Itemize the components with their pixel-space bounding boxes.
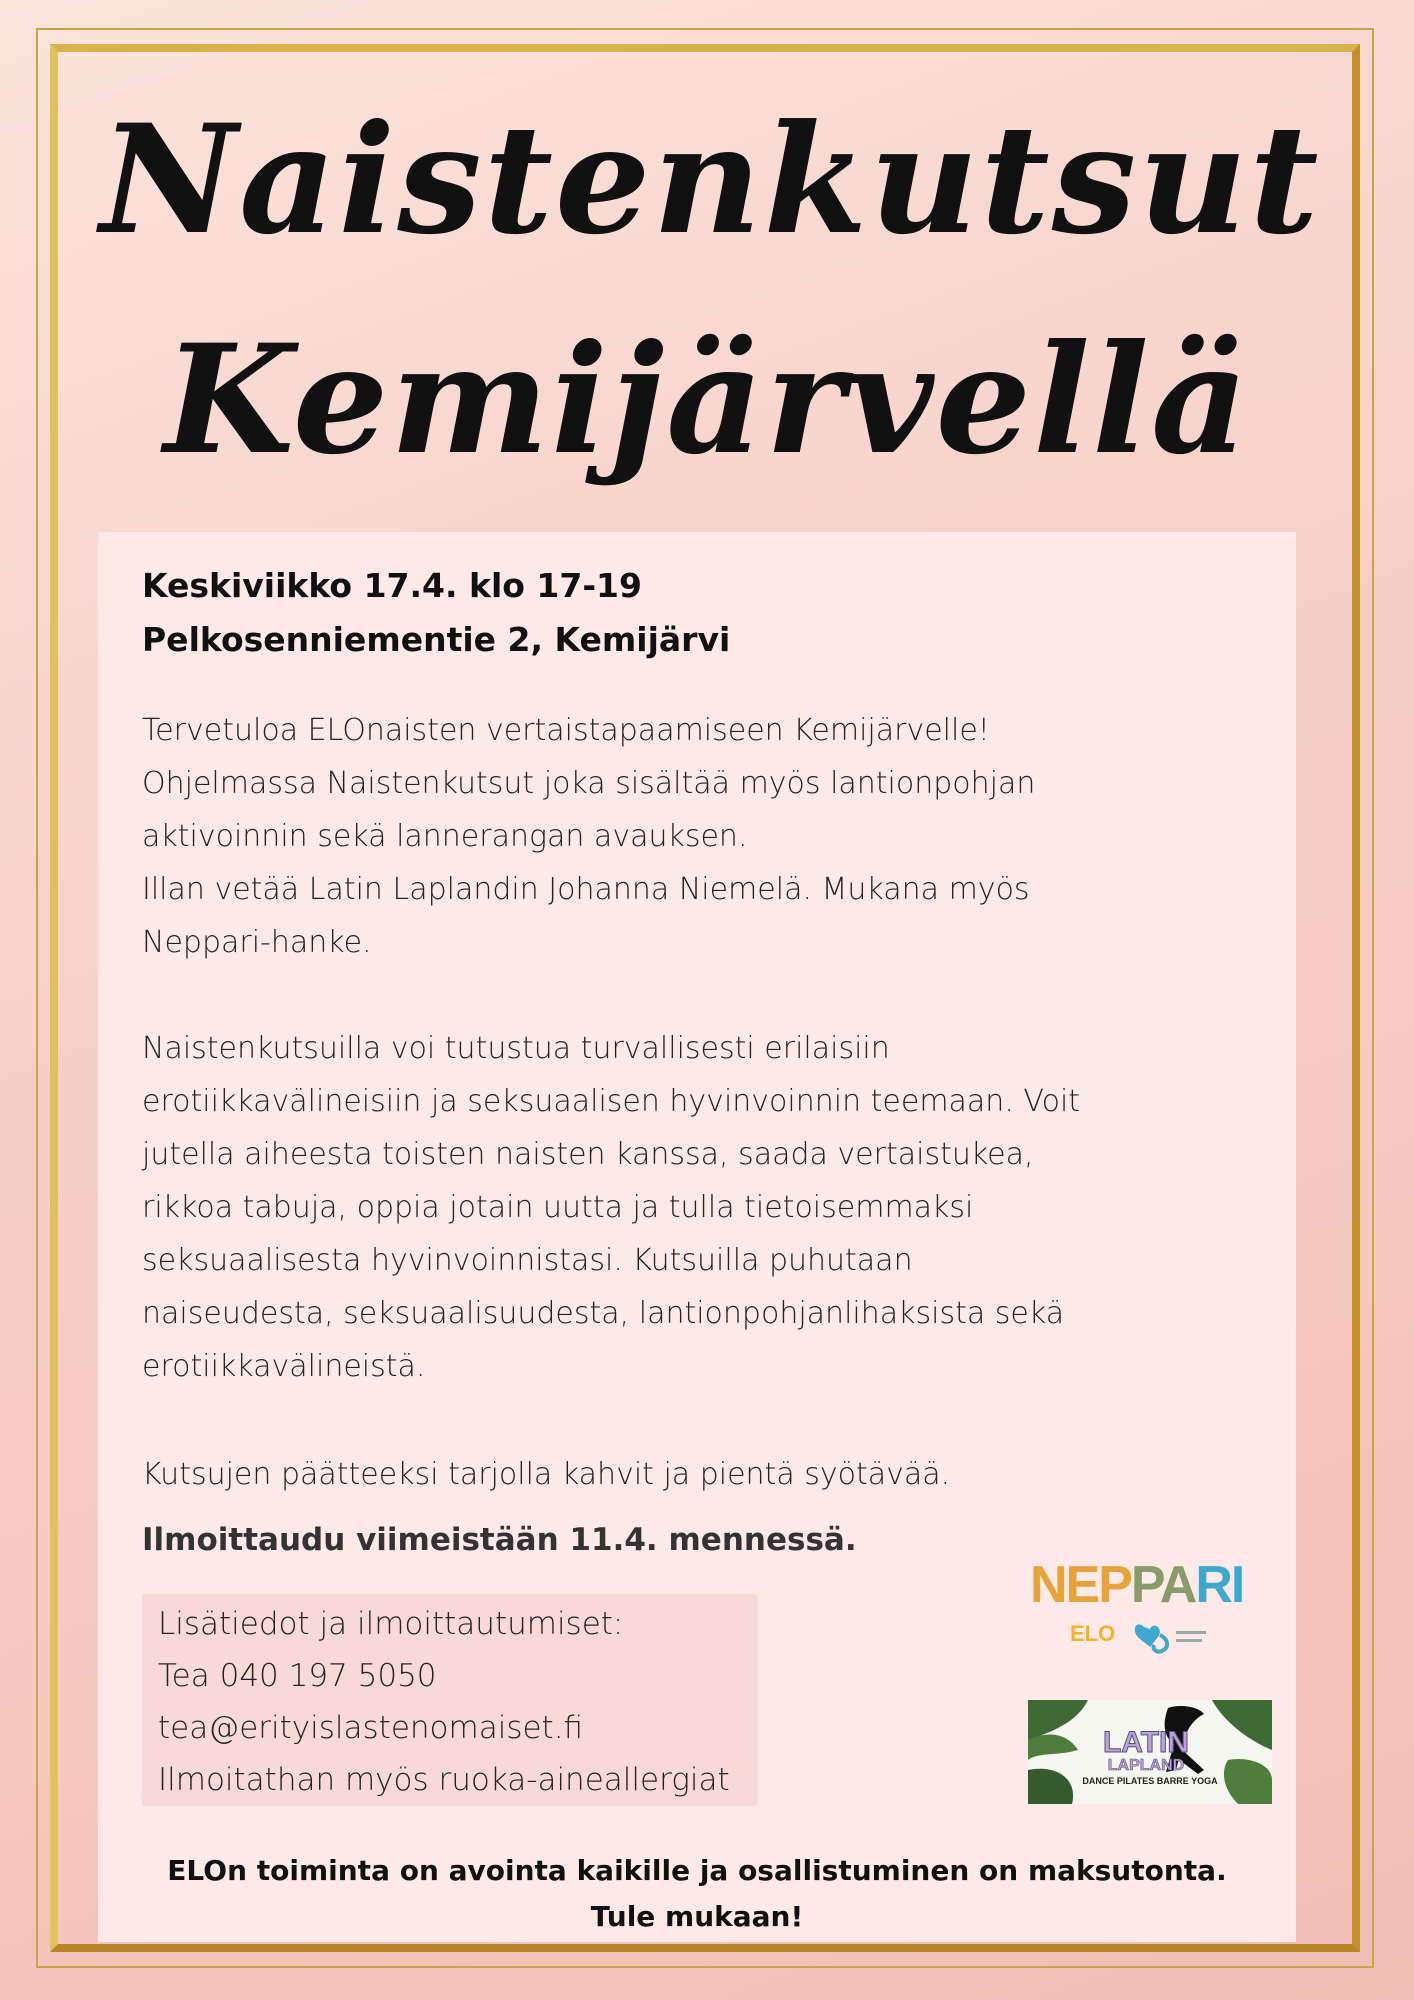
title-line-1: Naistenkutsut: [100, 92, 1321, 268]
contact-email: tea@erityislastenomaiset.fi: [158, 1710, 584, 1746]
title-line-2: Kemijärvellä: [163, 312, 1251, 488]
intro-line: Tervetuloa ELOnaisten vertaistapaamiseen Kemijärvelle!: [142, 713, 990, 748]
description-line: jutella aiheesta toisten naisten kanssa, saada vertaistukea,: [142, 1137, 1034, 1172]
description-line: rikkoa tabuja, oppia jotain uutta ja tulla tietoisemmaksi: [142, 1190, 974, 1225]
elo-wordmark: ELO: [1070, 1621, 1116, 1646]
contact-heading: Lisätiedot ja ilmoittautumiset:: [158, 1606, 624, 1642]
contact-phone: Tea 040 197 5050: [158, 1658, 437, 1694]
latin-tagline: DANCE PILATES BARRE YOGA: [1082, 1776, 1218, 1786]
refreshments-paragraph: [142, 1448, 1082, 1501]
contact-allergy-note: Ilmoitathan myös ruoka-aineallergiat: [158, 1762, 730, 1798]
intro-line: aktivoinnin sekä lannerangan avauksen.: [142, 819, 748, 854]
intro-line: Illan vetää Latin Laplandin Johanna Niemelä. Mukana myös: [142, 872, 1030, 907]
event-datetime: Keskiviikko 17.4. klo 17-19: [142, 566, 642, 605]
latin-lapland-graphic: [1028, 1700, 1272, 1804]
registration-deadline: Ilmoittaudu viimeistään 11.4. mennessä.: [142, 1522, 857, 1558]
footer-line-1: ELOn toiminta on avointa kaikille ja osallistuminen on maksutonta.: [167, 1854, 1227, 1887]
description-line: Naistenkutsuilla voi tutustua turvallisesti erilaisiin: [142, 1031, 890, 1066]
neppari-logo: [1030, 1555, 1244, 1665]
heart-icon: [1130, 1617, 1210, 1657]
intro-line: Neppari-hanke.: [142, 925, 372, 960]
description-line: erotiikkavälineistä.: [142, 1349, 426, 1384]
description-paragraph: [142, 1022, 1082, 1393]
event-address: Pelkosenniementie 2, Kemijärvi: [142, 620, 731, 659]
intro-paragraph: [142, 704, 1082, 969]
description-line: erotiikkavälineisiin ja seksuaalisen hyvinvoinnin teemaan. Voit: [142, 1084, 1081, 1119]
contact-box: [142, 1594, 758, 1806]
latin-lapland-logo: [1028, 1700, 1272, 1804]
refreshments-text: Kutsujen päätteeksi tarjolla kahvit ja pientä syötävää.: [142, 1457, 951, 1492]
lapland-text: LAPLAND: [1107, 1757, 1185, 1774]
intro-line: Ohjelmassa Naistenkutsut joka sisältää myös lantionpohjan: [142, 766, 1036, 801]
description-line: seksuaalisesta hyvinvoinnistasi. Kutsuilla puhutaan: [142, 1243, 913, 1278]
neppari-wordmark: NEPPARI: [1030, 1556, 1244, 1614]
footer-line-2: Tule mukaan!: [590, 1900, 804, 1933]
latin-text: LATIN: [1102, 1726, 1190, 1759]
description-line: naiseudesta, seksuaalisuudesta, lantionpohjanlihaksista sekä: [142, 1296, 1065, 1331]
